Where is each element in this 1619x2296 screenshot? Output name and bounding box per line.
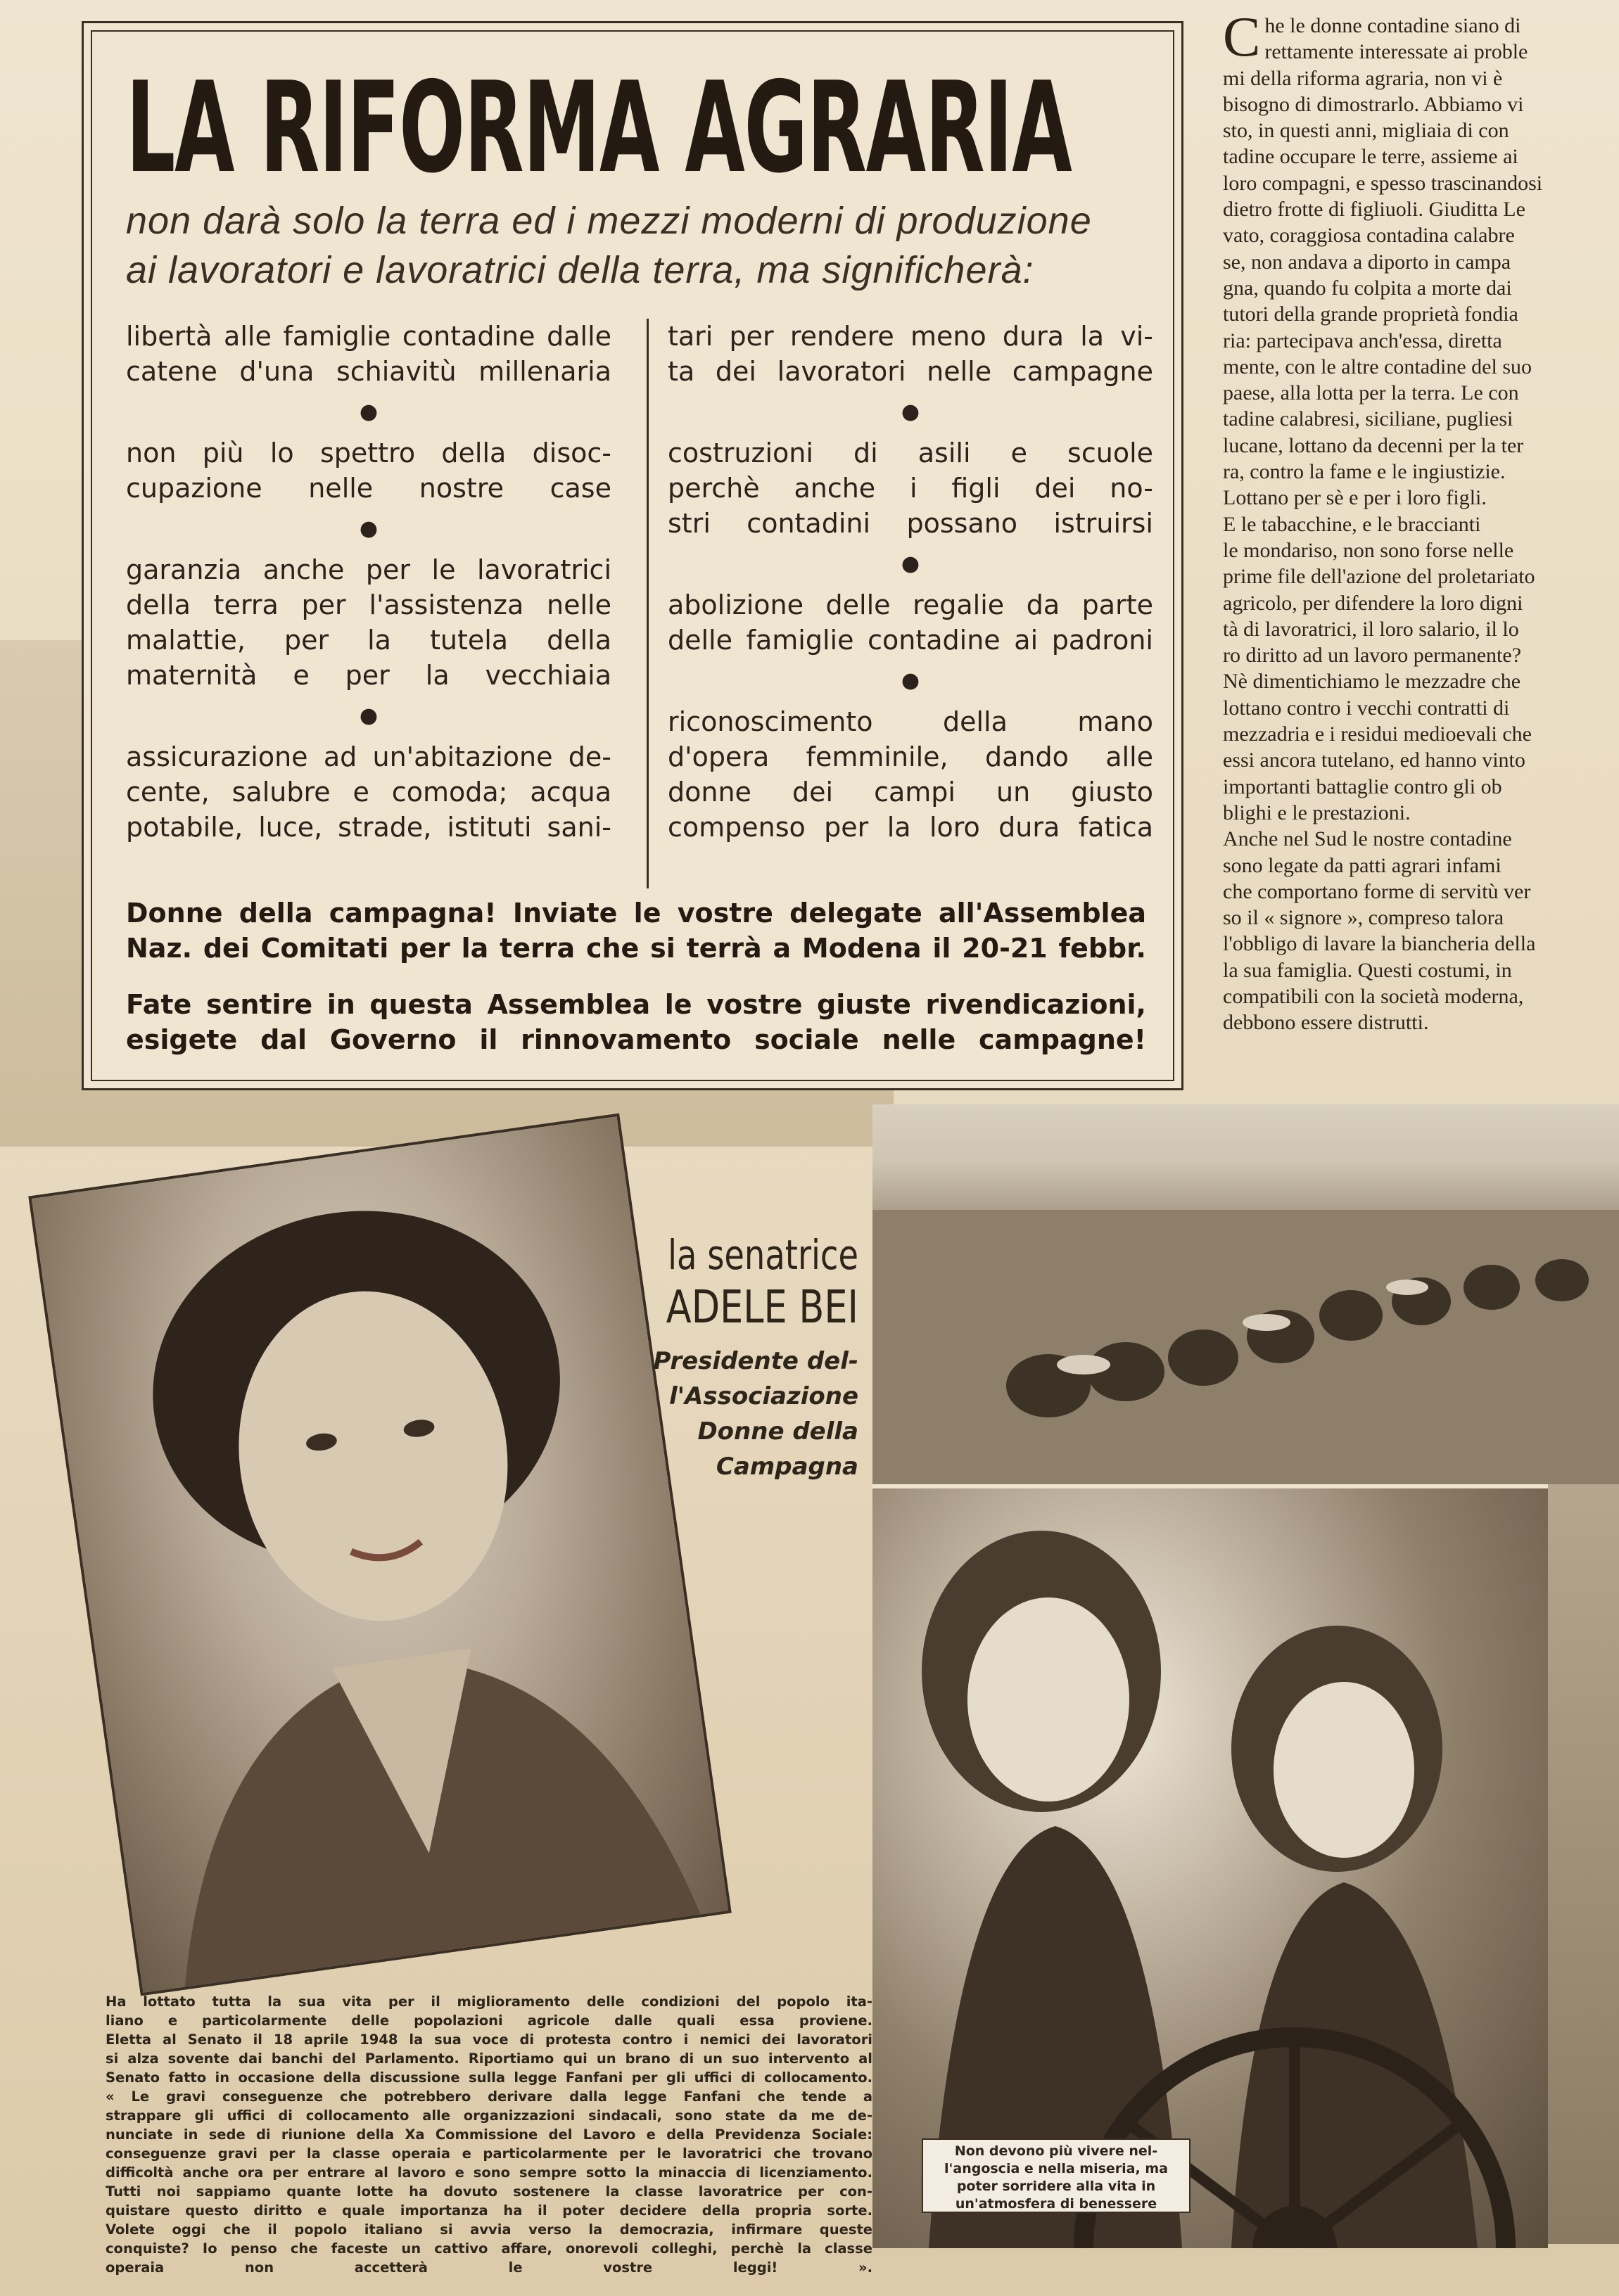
sidebar-line: mezzadria e i residui medioevali che [1223,722,1532,746]
sidebar-line: importanti battaglie contro gli ob [1223,774,1502,798]
sidebar-line: so il « signore », compreso talora [1223,906,1504,930]
sidebar-line: vato, coraggiosa contadina calabre [1223,224,1515,248]
article-subtitle-line-2: ai lavoratori e lavoratrici della terra, ma significherà: [126,249,1034,291]
girls-photo-caption [922,2138,1191,2213]
column-divider [647,319,649,888]
callout-2-line-2: esigete dal Governo il rinnovamento sociale nelle campagne! [126,1024,1146,1055]
bio-line: operaia non accetterà le vostre leggi! ». [106,2259,872,2276]
right-item-2-line-1: costruzioni di asili e scuole [668,438,1153,468]
bio-line: Eletta al Senato il 18 aprile 1948 la sua voce di protesta contro i nemici dei lavoratori [106,2032,872,2048]
sidebar-line: mi della riforma agraria, non vi è [1223,66,1503,90]
right-item-4-line-2: d'opera femminile, dando alle [668,741,1153,772]
biography-text [106,1992,872,2277]
left-item-4-line-3: potabile, luce, strade, istituti sani- [126,812,611,843]
right-item-4-line-3: donne dei campi un giusto [668,777,1153,808]
left-item-4-line-2: cente, salubre e comoda; acqua [126,777,611,808]
right-item-3-line-1: abolizione delle regalie da parte [668,589,1153,620]
peasant-girls-illustration [872,1488,1548,2248]
girls-caption-line: Non devono più vivere nel- [954,2143,1158,2159]
sidebar-line: tutori della grande proprietà fondia [1223,302,1518,326]
sidebar-line: bisogno di dimostrarlo. Abbiamo vi [1223,92,1524,116]
role-line-2: l'Associazione [668,1382,858,1410]
side-photo-strip [1548,1484,1619,2244]
bullet-icon: ● [359,400,379,424]
girls-caption-line: poter sorridere alla vita in [956,2179,1156,2194]
sidebar-line: che comportano forme di servitù ver [1223,879,1531,903]
left-item-2-line-2: cupazione nelle nostre case [126,473,611,504]
sidebar-line: agricolo, per difendere la loro digni [1223,591,1523,615]
sidebar-line: Lottano per sè e per i loro figli. [1223,486,1487,510]
right-item-1-line-2: ta dei lavoratori nelle campagne [668,356,1153,387]
right-item-3-line-2: delle famiglie contadine ai padroni [668,625,1153,656]
bio-line: si alza sovente dai banchi del Parlamento. Riportiamo qui un brano di un suo intervento al [106,2051,872,2067]
sidebar-line: la sua famiglia. Questi costumi, in [1223,958,1512,982]
sidebar-line: Anche nel Sud le nostre contadine [1223,827,1512,851]
right-item-2-line-2: perchè anche i figli dei no- [668,473,1153,504]
girls-caption-line: l'angoscia e nella miseria, ma [944,2161,1168,2176]
bio-line: « Le gravi conseguenze che potrebbero derivare dalla legge Fanfani che tende a [106,2088,872,2105]
bio-line: conseguenze gravi per la classe operaia e particolarmente per le lavoratrici che trovano [106,2145,872,2162]
sidebar-line: tadine calabresi, siciliane, pugliesi [1223,407,1513,431]
left-item-3-line-3: malattie, per la tutela della [126,625,611,656]
sidebar-line: tadine occupare le terre, assieme ai [1223,145,1518,169]
portrait-caption-name: ADELE BEI [666,1282,858,1334]
bio-line: Senato fatto in occasione della discussione sulla legge Fanfani per gli uffici di collocamento. [106,2069,872,2086]
bullet-icon: ● [359,516,379,541]
bio-line: strappare gli uffici di collocamento alle organizzazioni sindacali, sono state da me de- [106,2107,872,2124]
peasant-girls-photo [872,1484,1548,2248]
left-item-3-line-2: della terra per l'assistenza nelle [126,589,611,620]
bio-line: conquiste? Io penso che faceste un cattivo affare, onorevoli colleghi, perchè la classe [106,2240,872,2257]
right-item-2-line-3: stri contadini possano istruirsi [668,508,1153,539]
sidebar-line: ra, contro la fame e le ingiustizie. [1223,460,1506,484]
right-item-1-line-1: tari per rendere meno dura la vi- [668,321,1153,352]
sidebar-line: prime file dell'azione del proletariato [1223,565,1535,589]
reform-article-box [82,21,1183,1090]
role-line-4: Campagna [716,1453,858,1481]
sidebar-line: tà di lavoratrici, il loro salario, il lo [1223,617,1519,641]
portrait-caption-line1: la senatrice [668,1231,858,1279]
field-workers-illustration [872,1104,1619,1484]
left-item-1-line-1: libertà alle famiglie contadine dalle [126,321,611,352]
bio-line: Tutti noi sappiamo quante lotte ha dovuto sostenere la classe lavoratrice per con- [106,2183,872,2200]
field-workers-photo [872,1104,1619,1484]
bio-line: quistare questo diritto e quale importanza ha il poter decidere della propria sorte. [106,2202,872,2219]
article-subtitle-line-1: non darà solo la terra ed i mezzi moderni di produzione [126,200,1092,242]
sidebar-line: dietro frotte di figliuoli. Giuditta Le [1223,198,1525,222]
right-item-4-line-1: riconoscimento della mano [668,706,1153,737]
bullet-icon: ● [901,668,920,693]
article-left-column [126,319,611,845]
sidebar-line: Nè dimentichiamo le mezzadre che [1223,670,1521,694]
sidebar-line: sono legate da patti agrari infami [1223,853,1501,877]
portrait-caption-role [619,1344,858,1484]
bullet-icon: ● [359,703,379,728]
left-item-2-line-1: non più lo spettro della disoc- [126,438,611,468]
sidebar-line: E le tabacchine, e le braccianti [1223,512,1481,536]
sidebar-text [1223,13,1617,1036]
bio-line: nunciate in sede di riunione della Xa Commissione del Lavoro e della Previdenza Sociale: [106,2126,872,2143]
portrait-caption [619,1231,858,1484]
left-item-1-line-2: catene d'una schiavitù millenaria [126,356,611,387]
callout-2-line-1: Fate sentire in questa Assemblea le vostre giuste rivendicazioni, [126,989,1146,1020]
sidebar-line: ria: partecipava anch'essa, diretta [1223,329,1502,352]
right-item-4-line-4: compenso per la loro dura fatica [668,812,1153,843]
bio-line: Volete oggi che il popolo italiano si avvia verso la democrazia, infirmare queste [106,2221,872,2238]
sidebar-line: paese, alla lotta per la terra. Le con [1223,381,1519,405]
sidebar-line: essi ancora tutelano, ed hanno vinto [1223,748,1525,772]
sidebar-line: mente, con le altre contadine del suo [1223,355,1532,378]
article-right-column [668,319,1153,845]
sidebar-line: compatibili con la società moderna, [1223,984,1524,1008]
sidebar-line: ro diritto ad un lavoro permanente? [1223,644,1522,668]
sidebar-line: se, non andava a diporto in campa [1223,250,1511,274]
article-headline: LA RIFORMA AGRARIA [126,55,1072,200]
sidebar-line: l'obbligo di lavare la biancheria della [1223,932,1536,956]
bio-line: difficoltà anche ora per entrare al lavoro e sono sempre sotto la minaccia di licenziamento. [106,2164,872,2181]
girls-caption-line: un'atmosfera di benessere [955,2196,1157,2212]
role-line-1: Presidente del- [653,1347,858,1375]
sidebar-line: gna, quando fu colpita a morte dai [1223,276,1512,300]
bio-line: liano e particolarmente delle popolazioni agricole dalle quali essa proviene. [106,2013,872,2029]
left-item-3-line-4: maternità e per la vecchiaia [126,660,611,691]
sidebar-line: loro compagni, e spesso trascinandosi [1223,171,1543,195]
sidebar-dropcap: C [1223,13,1261,68]
bullet-icon: ● [901,400,920,424]
callout-1-line-2: Naz. dei Comitati per la terra che si terrà a Modena il 20-21 febbr. [126,933,1146,964]
bullet-icon: ● [901,551,920,576]
sidebar-line: lucane, lottano da decenni per la ter [1223,433,1524,457]
sidebar-line: rettamente interessate ai proble [1264,40,1528,64]
sidebar-article [1223,13,1617,1036]
bio-line: Ha lottato tutta la sua vita per il miglioramento delle condizioni del popolo ita- [106,1994,872,2010]
sidebar-line: lottano contro i vecchi contratti di [1223,696,1510,720]
sidebar-line: debbono essere distrutti. [1223,1011,1429,1035]
sidebar-line: he le donne contadine siano di [1264,14,1521,37]
left-item-4-line-1: assicurazione ad un'abitazione de- [126,741,611,772]
role-line-3: Donne della [697,1417,858,1446]
sidebar-line: le mondariso, non sono forse nelle [1223,538,1514,562]
left-item-3-line-1: garanzia anche per le lavoratrici [126,554,611,585]
callout-1-line-1: Donne della campagna! Inviate le vostre delegate all'Assemblea [126,898,1146,929]
sidebar-line: sto, in questi anni, migliaia di con [1223,119,1509,143]
sidebar-line: blighi e le prestazioni. [1223,801,1411,824]
